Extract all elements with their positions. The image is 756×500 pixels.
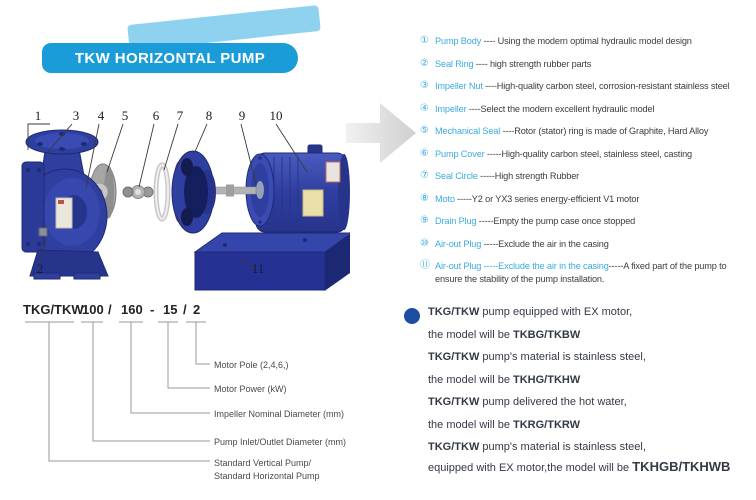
circled-number: ③ xyxy=(420,80,429,91)
note-line: the model will be TKHG/TKHW xyxy=(428,373,581,386)
part-description: -----A fixed part of the pump to ensure the stability of the pump installation. xyxy=(435,261,727,284)
part-name: Seal Ring xyxy=(435,58,474,69)
breakdown-label: Pump Inlet/Outlet Diameter (mm) xyxy=(214,437,347,447)
breakdown-lines xyxy=(25,322,210,461)
drain-plug-part xyxy=(39,228,47,236)
page-title: TKW HORIZONTAL PUMP xyxy=(74,49,266,67)
circled-number: ⑪ xyxy=(420,260,430,271)
note-line: the model will be TKBG/TKBW xyxy=(428,328,581,341)
circled-number: ② xyxy=(420,57,429,69)
pump-body-part xyxy=(22,130,108,279)
part-name: Pump Cover xyxy=(435,148,485,159)
part-description: ----Select the modern excellent hydraulic model xyxy=(466,103,655,114)
part-number-label: 6 xyxy=(152,108,160,123)
note-line: TKG/TKW pump's material is stainless steel, xyxy=(428,351,646,363)
note-line: TKG/TKW pump equipped with EX motor, xyxy=(428,306,633,318)
parts-list-item xyxy=(420,103,754,116)
breakdown-label: Motor Pole (2,4,6,) xyxy=(214,360,289,370)
part-number-label: 10 xyxy=(269,108,283,123)
parts-list-item xyxy=(420,170,754,183)
pump-cover-part xyxy=(172,151,216,233)
part-number-label: 9 xyxy=(238,108,246,123)
model-code xyxy=(23,302,200,317)
circled-number: ⑩ xyxy=(420,237,429,249)
model-code-token: / xyxy=(183,302,187,317)
circled-number: ⑧ xyxy=(420,192,429,204)
model-code-token: 2 xyxy=(193,302,201,317)
model-code-breakdown xyxy=(20,300,360,495)
part-number-label: 4 xyxy=(97,108,105,123)
parts-list xyxy=(420,35,754,295)
part-name: Impeller xyxy=(435,103,467,114)
circled-number: ④ xyxy=(420,102,429,114)
note-line: equipped with EX motor,the model will be TKHGB/TKHWB xyxy=(428,459,731,474)
breakdown-label: Motor Power (kW) xyxy=(214,384,287,394)
part-name: Mechanical Seal xyxy=(435,126,501,136)
part-description: -----Empty the pump case once stopped xyxy=(476,216,636,226)
part-name: Impeller Nut xyxy=(435,81,483,91)
part-name: Air-out Plug -----Exclude the air in the casing xyxy=(435,261,609,271)
circled-number: ⑨ xyxy=(420,215,429,226)
circled-number: ⑥ xyxy=(420,147,429,159)
bullet-dot-icon xyxy=(404,308,420,324)
part-number-label: 11 xyxy=(251,261,265,276)
part-description: -----Y2 or YX3 series energy-efficient V1 motor xyxy=(454,193,640,204)
part-description: ---- Using the modern optimal hydraulic model design xyxy=(481,36,692,46)
part-description: ----High-quality carbon steel, corrosion-resistant stainless steel xyxy=(482,81,730,91)
circled-number: ⑤ xyxy=(420,125,429,136)
parts-list-item xyxy=(420,260,754,285)
circled-number: ① xyxy=(420,35,429,46)
parts-list-item xyxy=(420,148,754,161)
seal-circle-part xyxy=(156,165,168,219)
note-line: TKG/TKW pump's material is stainless steel, xyxy=(428,441,646,453)
part-number-label: 2 xyxy=(36,261,44,276)
motor-part xyxy=(206,145,350,232)
part-description: ---- high strength rubber parts xyxy=(473,58,592,69)
part-number-label: 8 xyxy=(205,108,213,123)
motor-base-part xyxy=(195,233,350,290)
part-name: Pump Body xyxy=(435,36,482,46)
part-name: Air-out Plug xyxy=(435,238,482,249)
breakdown-label: Standard Horizontal Pump xyxy=(214,471,320,481)
circled-number: ⑦ xyxy=(420,170,429,181)
mechanical-seal-part xyxy=(123,186,153,199)
parts-list-item xyxy=(420,193,754,206)
parts-list-item xyxy=(420,215,754,228)
parts-list-item xyxy=(420,125,754,138)
breakdown-label: Impeller Nominal Diameter (mm) xyxy=(214,409,345,419)
part-description: -----High-quality carbon steel, stainless steel, casting xyxy=(484,148,693,159)
part-number-label: 3 xyxy=(72,108,80,123)
part-description: ----Rotor (stator) ring is made of Graphite, Hard Alloy xyxy=(500,126,709,136)
part-number-label: 5 xyxy=(121,108,129,123)
part-name: Drain Plug xyxy=(435,216,477,226)
pump-exploded-diagram xyxy=(10,100,350,295)
note-line: the model will be TKRG/TKRW xyxy=(428,418,581,431)
parts-list-item xyxy=(420,80,754,93)
parts-list-item xyxy=(420,35,754,48)
part-name: Seal Circle xyxy=(435,171,478,181)
part-description: -----Exclude the air in the casing xyxy=(481,238,609,249)
breakdown-labels xyxy=(214,360,346,481)
parts-list-item xyxy=(420,238,754,251)
model-code-token: 160 xyxy=(121,302,143,317)
part-number-label: 1 xyxy=(34,108,42,123)
part-number-label: 7 xyxy=(176,108,184,123)
model-code-token: / xyxy=(108,302,112,317)
right-arrow-icon xyxy=(346,93,418,173)
model-variant-notes xyxy=(396,301,752,478)
model-code-token: 15 xyxy=(163,302,178,317)
parts-list-item xyxy=(420,58,754,71)
part-name: Moto xyxy=(435,193,455,204)
part-description: -----High strength Rubber xyxy=(477,171,580,181)
model-code-token: - xyxy=(150,302,155,317)
model-code-token: 100 xyxy=(82,302,104,317)
breakdown-label: Standard Vertical Pump/ xyxy=(214,458,312,468)
title-ribbon xyxy=(42,43,298,73)
model-code-token: TKG/TKW xyxy=(23,302,84,317)
note-line: TKG/TKW pump delivered the hot water, xyxy=(428,396,627,408)
